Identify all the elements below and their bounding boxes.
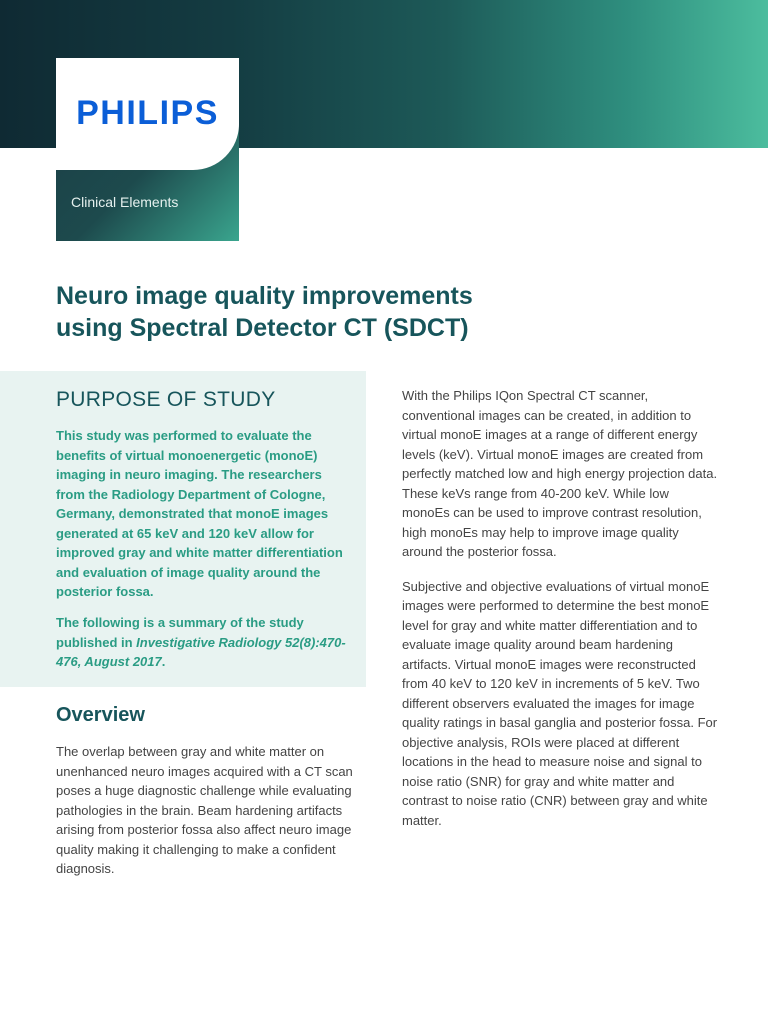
purpose-text: This study was performed to evaluate the benefits of virtual monoenergetic (monoE) imaging in neuro imaging. The researchers from the Radiology Department of Cologne, Germany, demonstrated that monoE images generated at 65 keV and 120 keV allow for improved gray and white matter differentiation and evaluation of image quality around the posterior fossa. [56, 428, 343, 599]
title-line-1: Neuro image quality improvements [56, 282, 473, 310]
right-paragraph-2: Subjective and objective evaluations of virtual monoE images were performed to determine the best monoE level for gray and white matter differentiation and to evaluate image quality around beam hardening artifacts. Virtual monoE images were reconstructed from 40 keV to 120 keV in increments of 5 keV. Two different observers evaluated the images for image quality ratings in basal ganglia and posterior fossa. For objective analysis, ROIs were placed at different locations in the head to measure noise and signal to noise ratio (SNR) for gray and white matter and contrast to noise ratio (CNR) between gray and white matter. [402, 578, 718, 828]
overview-text: The overlap between gray and white matter on unenhanced neuro images acquired with a CT scan poses a huge diagnostic challenge while evaluating pathologies in the brain. Beam hardening artifacts arising from posterior fossa also affect neuro image quality making it challenging to make a confident diagnosis. [56, 744, 353, 876]
summary-citation: Investigative Radiology 52(8):470-476, August 2017 [56, 634, 346, 669]
right-column [402, 386, 718, 845]
philips-logo: PHILIPS [76, 94, 219, 132]
right-paragraph-1: With the Philips IQon Spectral CT scanner, conventional images can be created, in addition to virtual monoE images at a range of different energy levels (keV). Virtual monoE images are created from perfectly matched low and high energy projection data. These keVs range from 40-200 keV. While low monoEs can be used to improve contrast resolution, high monoEs may help to improve image quality around the posterior fossa. [402, 388, 718, 559]
brand-card [56, 58, 239, 241]
summary-suffix: . [161, 654, 166, 669]
document-title [56, 280, 576, 344]
purpose-summary [56, 613, 352, 672]
title-line-2: using Spectral Detector CT (SDCT) [56, 314, 469, 342]
summary-prefix: The following is a summary of the study published in [56, 615, 304, 650]
purpose-heading: PURPOSE OF STUDY [56, 388, 276, 411]
overview-heading: Overview [56, 704, 145, 726]
brand-subtitle: Clinical Elements [71, 194, 179, 210]
